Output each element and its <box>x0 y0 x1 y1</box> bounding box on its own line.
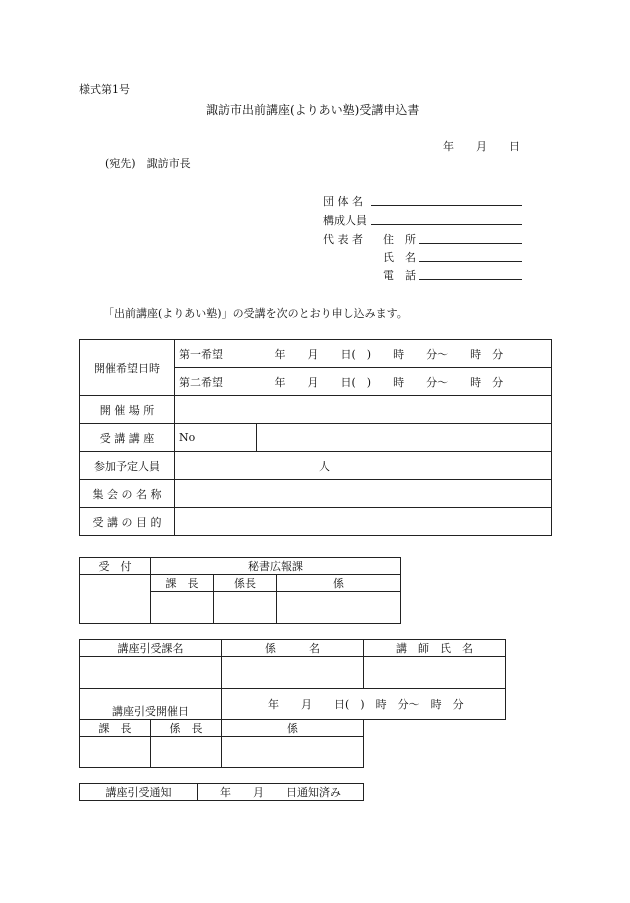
chief-label: 課 長 <box>151 575 214 592</box>
staff-label: 係 <box>277 575 401 592</box>
lecture-date-field[interactable] <box>222 689 506 720</box>
meeting-name-label: 集 会 の 名 称 <box>80 480 175 508</box>
name-label: 氏 名 <box>383 251 416 264</box>
lecture-chief-label: 課 長 <box>80 720 151 737</box>
venue-label: 開 催 場 所 <box>80 396 175 424</box>
second-choice-label: 第二希望 <box>179 375 223 389</box>
lecture-assistant-stamp[interactable] <box>151 737 222 768</box>
lecture-chief-stamp[interactable] <box>80 737 151 768</box>
dept-name-field[interactable] <box>80 657 222 689</box>
notice-value[interactable]: 年 月 日通知済み <box>198 784 364 801</box>
lecture-assistant-label: 係 長 <box>151 720 222 737</box>
notice-label: 講座引受通知 <box>80 784 198 801</box>
lecture-acceptance-table <box>79 639 506 720</box>
representative-label: 代 表 者 <box>323 233 363 246</box>
first-choice-date: 年 月 日( ) 時 分～ 時 分 <box>274 347 504 361</box>
attendees-unit: 人 <box>319 459 330 473</box>
phone-label: 電 話 <box>383 269 416 282</box>
second-choice-row[interactable] <box>175 368 552 396</box>
members-label: 構成人員 <box>323 214 367 227</box>
date-label: 開催希望日時 <box>80 340 175 396</box>
intro-text: 「出前講座(よりあい塾)」の受講を次のとおり申し込みます。 <box>103 307 408 320</box>
purpose-field[interactable] <box>175 508 552 536</box>
instructor-label: 講 師 氏 名 <box>364 640 506 657</box>
assistant-stamp-cell[interactable] <box>214 592 277 624</box>
dept-name-label: 講座引受課名 <box>80 640 222 657</box>
attendees-field[interactable] <box>175 452 552 480</box>
course-number-label: No <box>179 431 196 444</box>
reception-label: 受 付 <box>80 558 151 575</box>
notice-table <box>79 783 364 801</box>
meeting-name-field[interactable] <box>175 480 552 508</box>
reception-table <box>79 557 401 624</box>
department-label: 秘書広報課 <box>151 558 401 575</box>
addressee: (宛先) 諏訪市長 <box>105 157 191 170</box>
main-application-table <box>79 339 552 536</box>
chief-stamp-cell[interactable] <box>151 592 214 624</box>
staff-name-label: 係 名 <box>222 640 364 657</box>
lecture-approval-table <box>79 719 364 768</box>
first-choice-label: 第一希望 <box>179 347 223 361</box>
attendees-label: 参加予定人員 <box>80 452 175 480</box>
name-field[interactable] <box>419 261 522 262</box>
address-label: 住 所 <box>383 233 416 246</box>
assistant-label: 係長 <box>214 575 277 592</box>
group-name-field[interactable] <box>371 205 522 206</box>
course-name-field[interactable] <box>257 424 552 452</box>
form-number: 様式第1号 <box>79 83 130 96</box>
lecture-date-value: 年 月 日( ) 時 分～ 時 分 <box>268 698 464 711</box>
lecture-staff-stamp[interactable] <box>222 737 364 768</box>
staff-name-field[interactable] <box>222 657 364 689</box>
reception-stamp-cell[interactable] <box>80 575 151 624</box>
members-field[interactable] <box>371 224 522 225</box>
lecture-staff-label: 係 <box>222 720 364 737</box>
first-choice-row[interactable] <box>175 340 552 368</box>
form-title: 諏訪市出前講座(よりあい塾)受講申込書 <box>206 103 420 117</box>
group-name-label: 団 体 名 <box>323 195 363 208</box>
venue-field[interactable] <box>175 396 552 424</box>
purpose-label: 受 講 の 目 的 <box>80 508 175 536</box>
date-line: 年 月 日 <box>443 140 520 153</box>
instructor-field[interactable] <box>364 657 506 689</box>
course-number-cell[interactable] <box>175 424 257 452</box>
course-label: 受 講 講 座 <box>80 424 175 452</box>
second-choice-date: 年 月 日( ) 時 分～ 時 分 <box>274 375 504 389</box>
phone-field[interactable] <box>419 279 522 280</box>
address-field[interactable] <box>419 243 522 244</box>
lecture-date-label: 講座引受開催日 <box>80 689 222 720</box>
staff-stamp-cell[interactable] <box>277 592 401 624</box>
